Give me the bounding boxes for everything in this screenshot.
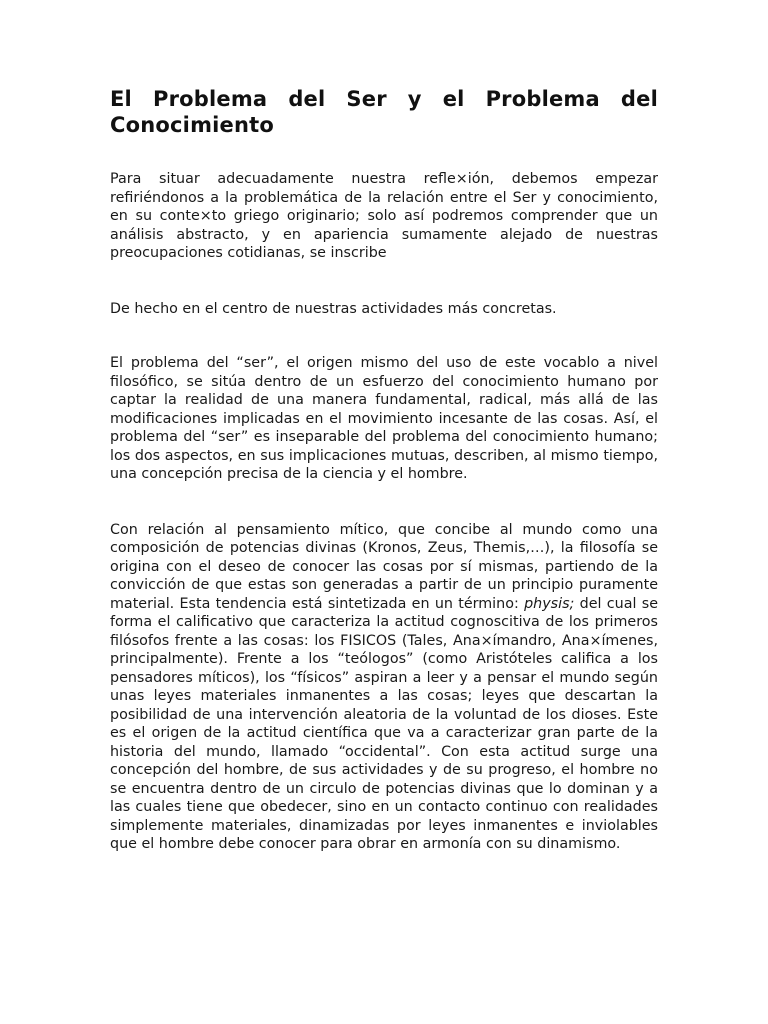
paragraph-mythical-thought — [110, 521, 658, 854]
paragraph-text-segment: del cual se forma el calificativo que caracteriza la actitud cognoscitiva de los primeros filósofos frente a las cosas: los FISICOS (Tales, Ana×ímandro, Ana×ímenes, principalmente). Frente a los “teólogos” (como Aristóteles califica a los pensadores míticos), los “físicos” aspiran a leer y a pensar el mundo según unas leyes materiales inmanentes a las cosas; leyes que descartan la posibilidad de una intervención aleatoria de la voluntad de los dioses. Este es el origen de la actitud científica que va a caracterizar gran parte de la historia del mundo, llamado “occidental”. Con esta actitud surge una concepción del hombre, de sus actividades y de su progreso, el hombre no se encuentra dentro de un circulo de potencias divinas que lo dominan y a las cuales tiene que obedecer, sino en un contacto continuo con realidades simplemente materiales, dinamizadas por leyes inmanentes e inviolables que el hombre debe conocer para obrar en armonía con su dinamismo. — [110, 595, 658, 852]
document-title: El Problema del Ser y el Problema del Conocimiento — [110, 87, 658, 137]
document-page — [110, 86, 658, 854]
paragraph-intro: Para situar adecuadamente nuestra refle×ión, debemos empezar refiriéndonos a la problemática de la relación entre el Ser y conocimiento, en su conte×to griego originario; solo así podremos comprender que un análisis abstracto, y en apariencia sumamente alejado de nuestras preocupaciones cotidianas, se inscribe — [110, 171, 658, 261]
paragraph-problem-of-being: El problema del “ser”, el origen mismo del uso de este vocablo a nivel filosófico, se sitúa dentro de un esfuerzo del conocimiento humano por captar la realidad de una manera fundamental, radical, más allá de las modificaciones implicadas en el movimiento incesante de las cosas. Así, el problema del “ser” es inseparable del problema del conocimiento humano; los dos aspectos, en sus implicaciones mutuas, describen, al mismo tiempo, una concepción precisa de la ciencia y el hombre. — [110, 355, 658, 482]
paragraph-concrete-activities: De hecho en el centro de nuestras actividades más concretas. — [110, 300, 557, 317]
paragraph-text-segment: Con relación al pensamiento mítico, que concibe al mundo como una composición de potencias divinas (Kronos, Zeus, Themis,…), la filosofía se origina con el deseo de conocer las cosas por sí mismas, partiendo de la convicción de que estas son generadas a partir de un principio puramente material. Esta tendencia está sintetizada en un término: — [110, 521, 658, 612]
physis-term: physis; — [524, 595, 575, 612]
